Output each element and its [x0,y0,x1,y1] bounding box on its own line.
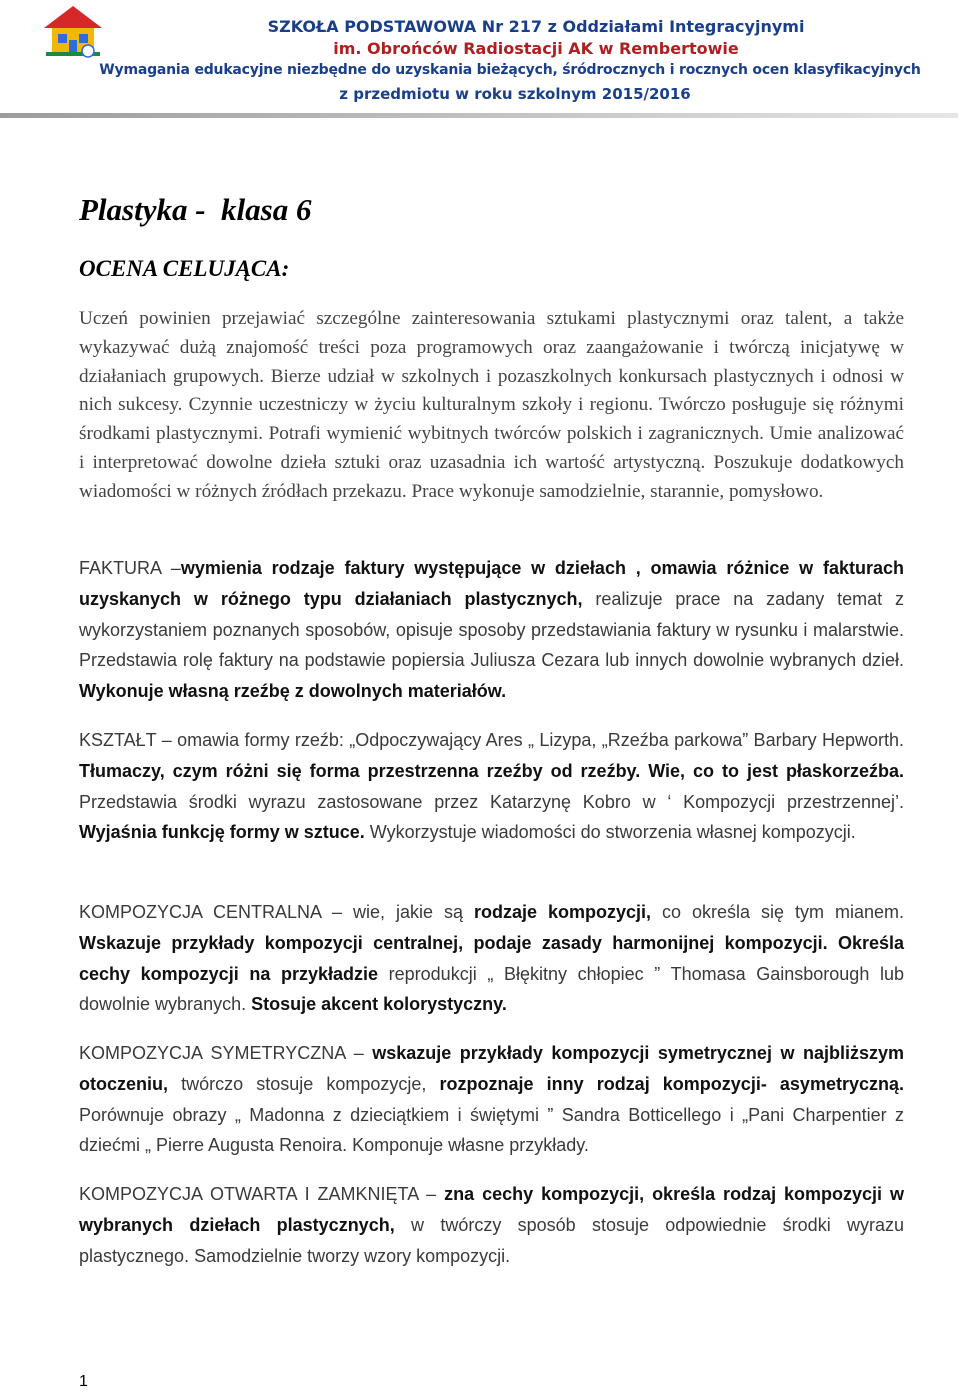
section-ksztalt [79,725,904,848]
section-text: Przedstawia środki wyrazu zastosowane przez Katarzynę Kobro w ‘ Kompozycji przestrzennej’. [79,791,904,812]
section-bold-text: Wykonuje własną rzeźbę z dowolnych materiałów. [79,681,507,702]
school-patron: im. Obrońców Radiostacji AK w Rembertowie [333,39,739,58]
section-bold-text: Wyjaśnia funkcję formy w sztuce. [79,822,365,843]
section-text: KOMPOZYCJA SYMETRYCZNA – [79,1043,373,1063]
section-text: reprodukcji „ Błękitny chłopiec ” Thomasa Gainsborough lub dowolnie wybranych. [79,963,904,1015]
section-kompozycja-symetryczna [79,1038,904,1161]
page-title: Plastyka - klasa 6 [79,192,312,227]
grade-heading: OCENA CELUJĄCA: [79,256,290,281]
section-bold-text: Wskazuje przykłady kompozycji centralnej, podaje zasady harmonijnej kompozycji. Określa cechy kompozycji na przykładzie [79,932,904,984]
school-name: SZKOŁA PODSTAWOWA Nr 217 z Oddziałami Integracyjnymi [267,17,805,36]
page-header [0,0,960,120]
section-text: KOMPOZYCJA OTWARTA I ZAMKNIĘTA – [79,1184,445,1204]
section-bold-text: wymienia rodzaje faktury występujące w dziełach , omawia różnice w fakturach uzyskanych w różnego typu działaniach plastycznych, [79,558,904,609]
grade-description: Uczeń powinien przejawiać szczególne zainteresowania sztukami plastycznymi oraz talent, a także wykazywać dużą znajomość treści poza programowych oraz zaangażowanie i twórczą inicjatywę w działaniach grupowych. Bierze udział w szkolnych i pozaszkolnych konkursach plastycznych i odnosi w nich sukcesy. Czynnie uczestniczy w życiu kulturalnym szkoły i regionu. Twórczo posługuje się różnymi środkami plastycznymi. Potrafi wymienić wybitnych twórców polskich i zagranicznych. Umie analizować i interpretować dowolne dzieła sztuki oraz uzasadnia ich wartość artystyczną. Poszukuje dodatkowych wiadomości w różnych źródłach przekazu. Prace wykonuje samodzielnie, starannie, pomysłowo. [79,308,904,502]
page-number: 1 [79,1373,88,1390]
school-house-icon [40,4,106,60]
section-text: twórczo stosuje kompozycje, [168,1073,440,1094]
section-text: co określa się tym mianem. [651,902,904,922]
section-bold-text: Stosuje akcent kolorystyczny. [251,994,507,1015]
section-bold-text: rozpoznaje inny rodzaj kompozycji- asymetryczną. [439,1073,904,1094]
header-divider [0,113,958,118]
section-bold-text: wskazuje przykłady kompozycji symetrycznej w najbliższym otoczeniu, [79,1043,904,1094]
section-bold-text: zna cechy kompozycji, określa rodzaj kompozycji w wybranych dziełach plastycznych, [79,1184,904,1235]
section-kompozycja-otwarta-zamknieta [79,1179,904,1271]
document-subject: Wymagania edukacyjne niezbędne do uzyskania bieżących, śródrocznych i rocznych ocen klasyfikacyjnych [99,62,921,78]
section-text: Wykorzystuje wiadomości do stworzenia własnej kompozycji. [364,822,856,843]
section-text: Porównuje obrazy „ Madonna z dzieciątkiem i świętymi ” Sandra Botticellego i „Pani Charpentier z dziećmi „ Pierre Augusta Renoira. Komponuje własne przykłady. [79,1104,904,1156]
section-faktura [79,553,904,707]
school-year: z przedmiotu w roku szkolnym 2015/2016 [339,85,691,103]
section-text: realizuje prace na zadany temat z wykorzystaniem poznanych sposobów, opisuje sposoby przedstawiania faktury w rysunku i malarstwie. Przedstawia rolę faktury na podstawie popiersia Juliusza Cezara lub innych dowolnie wybranych dzieł. [79,588,904,671]
section-bold-text: Tłumaczy, czym różni się forma przestrzenna rzeźby od rzeźby. Wie, co to jest płaskorzeźba. [79,760,904,781]
section-text: w twórczy sposób stosuje odpowiednie środki wyrazu plastycznego. Samodzielnie tworzy wzory kompozycji. [79,1214,905,1266]
section-kompozycja-centralna [79,897,904,1020]
section-text: KOMPOZYCJA CENTRALNA – wie, jakie są [79,902,474,922]
section-bold-text: rodzaje kompozycji, [474,902,652,922]
section-text: FAKTURA – [79,558,181,578]
section-text: KSZTAŁT – omawia formy rzeźb: „Odpoczywający Ares „ Lizypa, „Rzeźba parkowa” Barbary Hepworth. [79,730,904,750]
